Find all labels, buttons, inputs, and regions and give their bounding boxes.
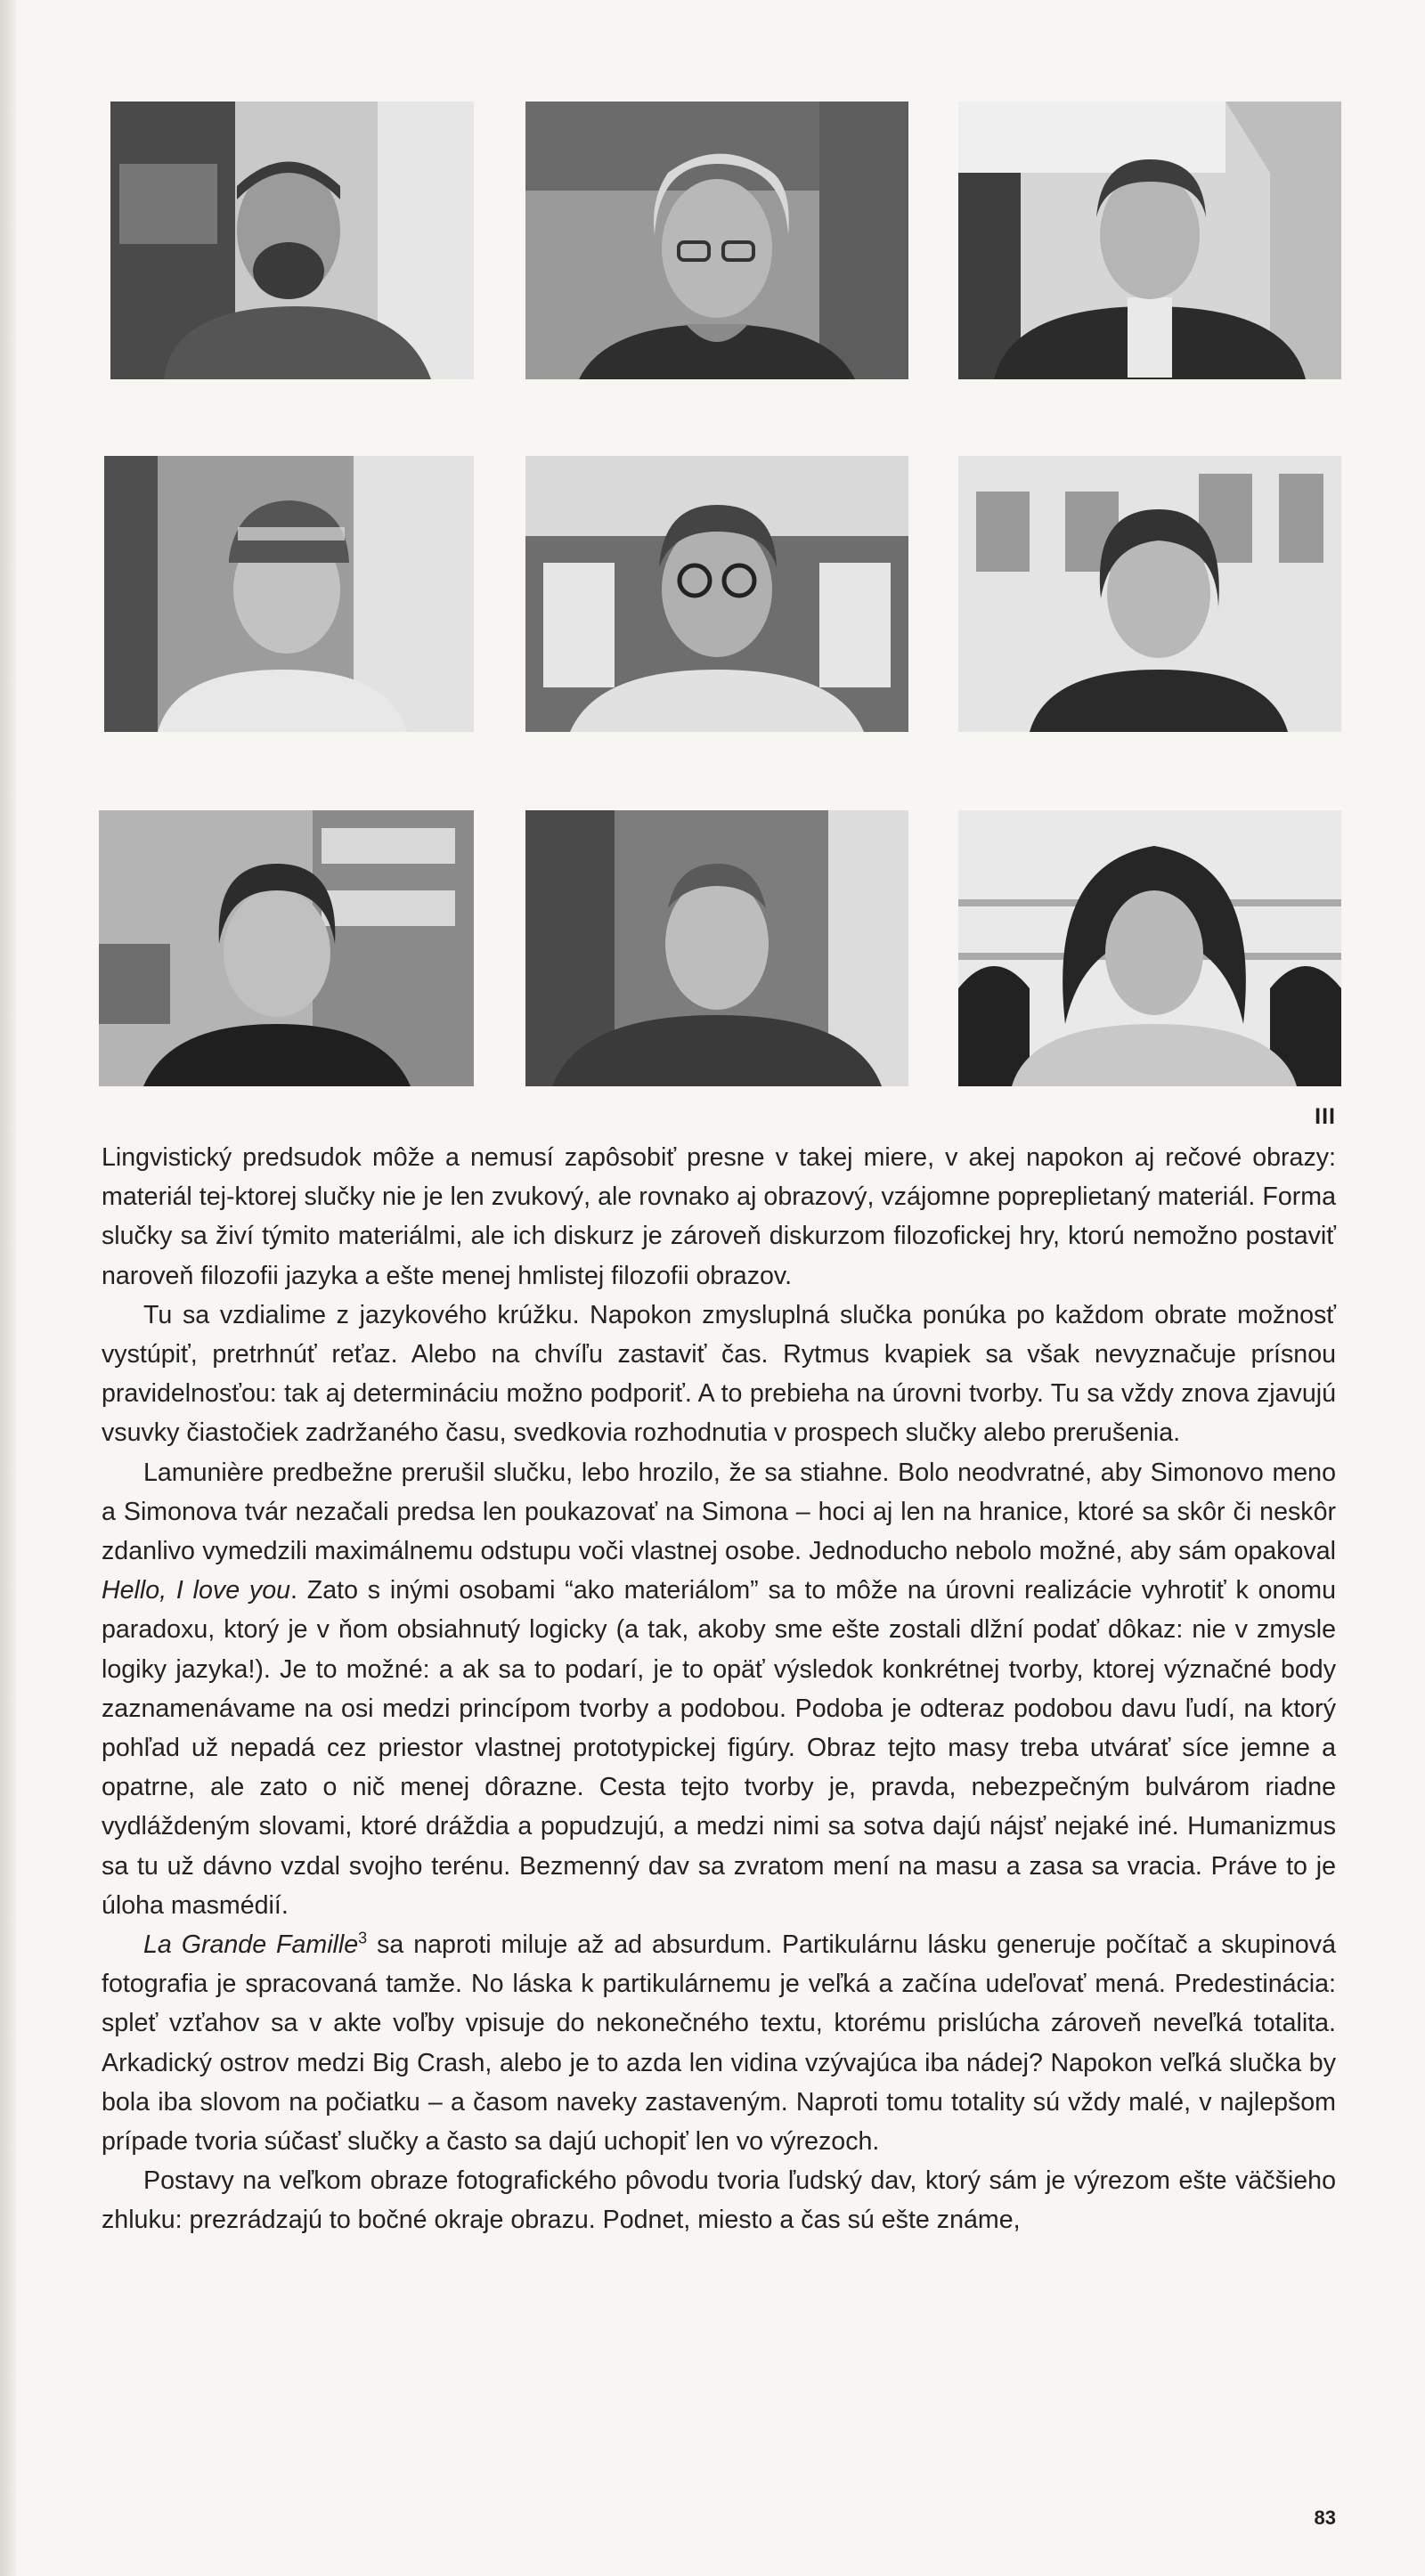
paragraph-2: Tu sa vzdialime z jazykového krúžku. Napokon zmysluplná slučka ponúka po každom obrate možnosť vystúpiť, pretrhnúť reťaz. Alebo na chvíľu zastaviť čas. Rytmus kvapiek sa však nevyznačuje prísnou pravidelnosťou: tak aj determináciu možno podporiť. A to prebieha na úrovni tvorby. Tu sa vždy znova zjavujú vsuvky čiastočiek zadržaného času, svedkovia rozhodnutia v prospech slučky alebo prerušenia. bbox=[102, 1300, 1336, 1448]
paragraph-5: Postavy na veľkom obraze fotografického pôvodu tvoria ľudský dav, ktorý sám je výrezom ešte väčšieho zhluku: prezrádzajú to bočné okraje obrazu. Podnet, miesto a čas sú ešte známe, bbox=[102, 2166, 1336, 2235]
paragraph-3-part-b: . Zato s inými osobami “ako materiálom” sa to môže na úrovni realizácie vyhrotiť k onomu paradoxu, ktorý je v ňom obsiahnutý logicky (a tak, akoby sme ešte zostali dlžní podať dôkaz: nie v zmysle logiky jazyka!). Je to možné: a ak sa to podarí, je to opäť výsledok konkrétnej tvorby, ktorej význačné body zaznamenávame na osi medzi princípom tvorby a podobou. Podoba je odteraz podobou davu ľudí, na ktorý pohľad už nepadá cez priestor vlastnej prototypickej figúry. Obraz tejto masy treba utvárať síce jemne a opatrne, ale zato o nič menej dôrazne. Cesta tejto tvorby je, pravda, nebezpečným bulvárom riadne vydláždeným slovami, ktoré dráždia a popudzujú, a medzi nimi sa sotva dajú nájsť nejaké iné. Humanizmus sa tu už dávno vzdal svojho terénu. Bezmenný dav sa zvratom mení na masu a zasa sa vracia. Práve to je úloha masmédií. bbox=[102, 1576, 1336, 1920]
portrait-7 bbox=[99, 810, 474, 1086]
paragraph-1: Lingvistický predsudok môže a nemusí zapôsobiť presne v takej miere, v akej napokon aj rečové obrazy: materiál tej-ktorej slučky nie je len zvukový, ale rovnako aj obrazový, vzájomne popreplietaný materiál. Forma slučky sa živí týmito materiálmi, ale ich diskurz je zároveň diskurzom filozofickej hry, ktorú nemožno postaviť naroveň filozofii jazyka a ešte menej hmlistej filozofii obrazov. bbox=[102, 1143, 1336, 1290]
song-title: Hello, I love you bbox=[102, 1576, 291, 1605]
paragraph-3 bbox=[102, 1453, 1336, 1925]
paragraph-4-part-b: sa naproti miluje až ad absurdum. Partikulárnu lásku generuje počítač a skupinová fotografia je spracovaná tamže. No láska k partikulárnemu je veľká a začína udeľovať mená. Predestinácia: spleť vzťahov sa v akte voľby vpisuje do nekonečného textu, ktorému prislúcha zároveň neveľká totalita. Arkadický ostrov medzi Big Crash, alebo je to azda len vidina vzývajúca iba nádej? Napokon veľká slučka by bola iba slovom na počiatku – a časom naveky zastaveným. Naproti tomu totality sú vždy malé, v najlepšom prípade tvoria súčasť slučky a často sa dajú uchopiť len vo výrezoch. bbox=[102, 1930, 1336, 2157]
work-title: La Grande Famille bbox=[143, 1930, 359, 1960]
paragraph-4 bbox=[102, 1925, 1336, 2161]
body-text bbox=[102, 1138, 1336, 2240]
portrait-8 bbox=[525, 810, 908, 1086]
section-mark: III bbox=[1315, 1104, 1336, 1129]
portrait-6 bbox=[958, 456, 1341, 732]
portrait-5 bbox=[525, 456, 908, 732]
portrait-9 bbox=[958, 810, 1341, 1086]
portrait-4 bbox=[104, 456, 474, 732]
footnote-ref: 3 bbox=[358, 1929, 368, 1947]
page-number: 83 bbox=[1314, 2507, 1336, 2529]
photo-grid bbox=[0, 0, 1425, 1095]
portrait-2 bbox=[525, 102, 908, 379]
portrait-3 bbox=[958, 102, 1341, 379]
paragraph-3-part-a: Lamunière predbežne prerušil slučku, lebo hrozilo, že sa stiahne. Bolo neodvratné, aby Simonovo meno a Simonova tvár nezačali predsa len poukazovať na Simona – hoci aj len na hranice, ktoré sa skôr či neskôr zdanlivo vymedzili maximálnemu odstupu voči vlastnej osobe. Jednoducho nebolo možné, aby sám opakoval bbox=[102, 1458, 1336, 1566]
portrait-1 bbox=[110, 102, 474, 379]
